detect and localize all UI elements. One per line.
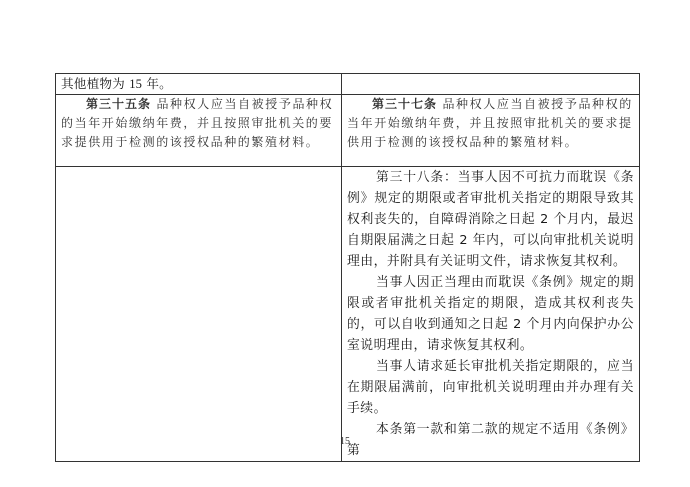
table-row [56,74,640,95]
left-cell [56,74,342,95]
continuation-number: 15 [129,77,143,91]
comparison-table [55,73,640,462]
continuation-text: 其他植物为 [61,76,130,91]
article-paragraph: 第三十八条：当事人因不可抗力而耽误《条例》规定的期限或者审批机关指定的期限导致其权利丧失的，自障碍消除之日起 2 个月内，最迟自期限届满之日起 2 年内，可以向审批机关说明理由，并附具有关证明文件，请求恢复其权利。 [347,170,634,269]
article-body: 品种权人应当自被授予品种权的当年开始缴纳年费，并且按照审批机关的要求提供用于检测的该授权品种的繁殖材料。 [347,97,633,149]
article-paragraph: 本条第一款和第二款的规定不适用《条例》第 [347,422,634,458]
article-paragraph: 当事人因正当理由而耽误《条例》规定的期限或者审批机关指定的期限，造成其权利丧失的，可以自收到通知之日起 2 个月内向保护办公室说明理由，请求恢复其权利。 [347,275,634,353]
right-cell [342,167,640,462]
page-number: 15 [340,436,350,447]
article-body: 品种权人应当自被授予品种权的当年开始缴纳年费，并且按照审批机关的要求提供用于检测的该授权品种的繁殖材料。 [61,97,334,149]
table-row [56,167,640,462]
continuation-text-end: 年。 [142,76,172,91]
article-paragraph: 当事人请求延长审批机关指定期限的，应当在期限届满前，向审批机关说明理由并办理有关手续。 [347,359,634,416]
article-paragraph [347,95,634,152]
right-cell [342,95,640,167]
left-cell [56,95,342,167]
table-row [56,95,640,167]
left-cell [56,167,342,462]
article-paragraph [61,95,336,152]
article-number: 第三十五条 [86,97,152,111]
right-cell [342,74,640,95]
article-number: 第三十七条 [372,97,438,111]
